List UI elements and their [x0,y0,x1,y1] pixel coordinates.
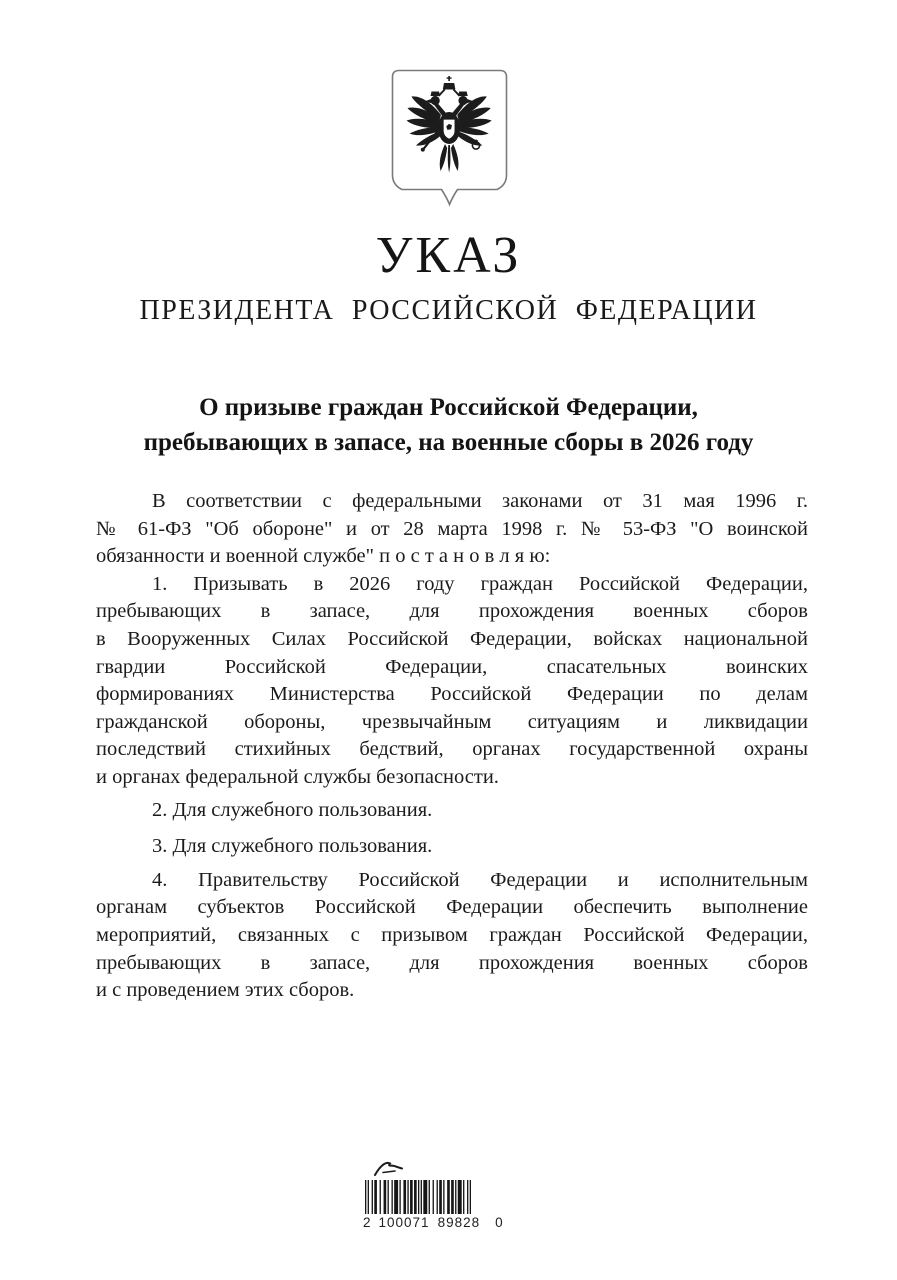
text-line: пребывающих в запасе, для прохождения военных сборов [96,600,808,623]
text-line: 1. Призывать в 2026 году граждан Российской Федерации, [152,572,808,595]
text-line: органам субъектов Российской Федерации обеспечить выполнение [96,896,808,919]
text-line: пребывающих в запасе, для прохождения военных сборов [96,951,808,974]
text-line: 2. Для служебного пользования. [152,798,433,821]
decree-paragraph-preamble [96,488,808,571]
text-line: гвардии Российской Федерации, спасательных воинских [96,655,808,678]
barcode-digits [363,1215,504,1230]
decree-subject-line1: О призыве граждан Российской Федерации, [199,394,698,421]
text-line: формированиях Министерства Российской Федерации по делам [96,683,808,706]
text-line: 4. Правительству Российской Федерации и исполнительным [152,868,808,891]
text-line: в Вооруженных Силах Российской Федерации, войсках национальной [96,627,808,650]
decree-paragraph-1 [96,571,808,792]
barcode-digit-group: 89828 [437,1215,481,1230]
decree-paragraph-3 [96,833,808,861]
decree-paragraph-4 [96,867,808,1005]
decree-body [96,488,808,1005]
text-line: 3. Для служебного пользования. [152,835,433,858]
registration-barcode [363,1156,504,1230]
barcode-digit-group: 100071 [378,1215,430,1230]
text-line: и с проведением этих сборов. [96,979,355,1002]
decree-issuer: ПРЕЗИДЕНТА РОССИЙСКОЙ ФЕДЕРАЦИИ [139,295,758,326]
handwritten-mark [371,1156,413,1180]
decree-paragraph-2 [96,797,808,825]
text-line: гражданской обороны, чрезвычайным ситуациям и ликвидации [96,710,808,733]
text-line: обязанности и военной службе" п о с т а н о в л я ю: [96,545,551,568]
text-line: В соответствии с федеральными законами от 31 мая 1996 г. [152,490,808,512]
barcode-digit-group: 0 [495,1215,504,1230]
decree-subject [0,390,897,460]
barcode-digit-group: 2 [363,1215,372,1230]
text-line: мероприятий, связанных с призывом граждан Российской Федерации, [96,923,808,946]
russia-coat-of-arms-icon [391,69,508,209]
decree-title: УКАЗ [375,227,522,284]
decree-subject-line2: пребывающих в запасе, на военные сборы в 2026 году [143,429,754,456]
text-line: последствий стихийных бедствий, органах государственной охраны [96,738,808,761]
text-line: и органах федеральной службы безопасности. [96,765,499,788]
text-line: № 61-ФЗ "Об обороне" и от 28 марта 1998 г. № 53-ФЗ "О воинской [96,517,808,540]
barcode-bars-icon [365,1180,471,1214]
